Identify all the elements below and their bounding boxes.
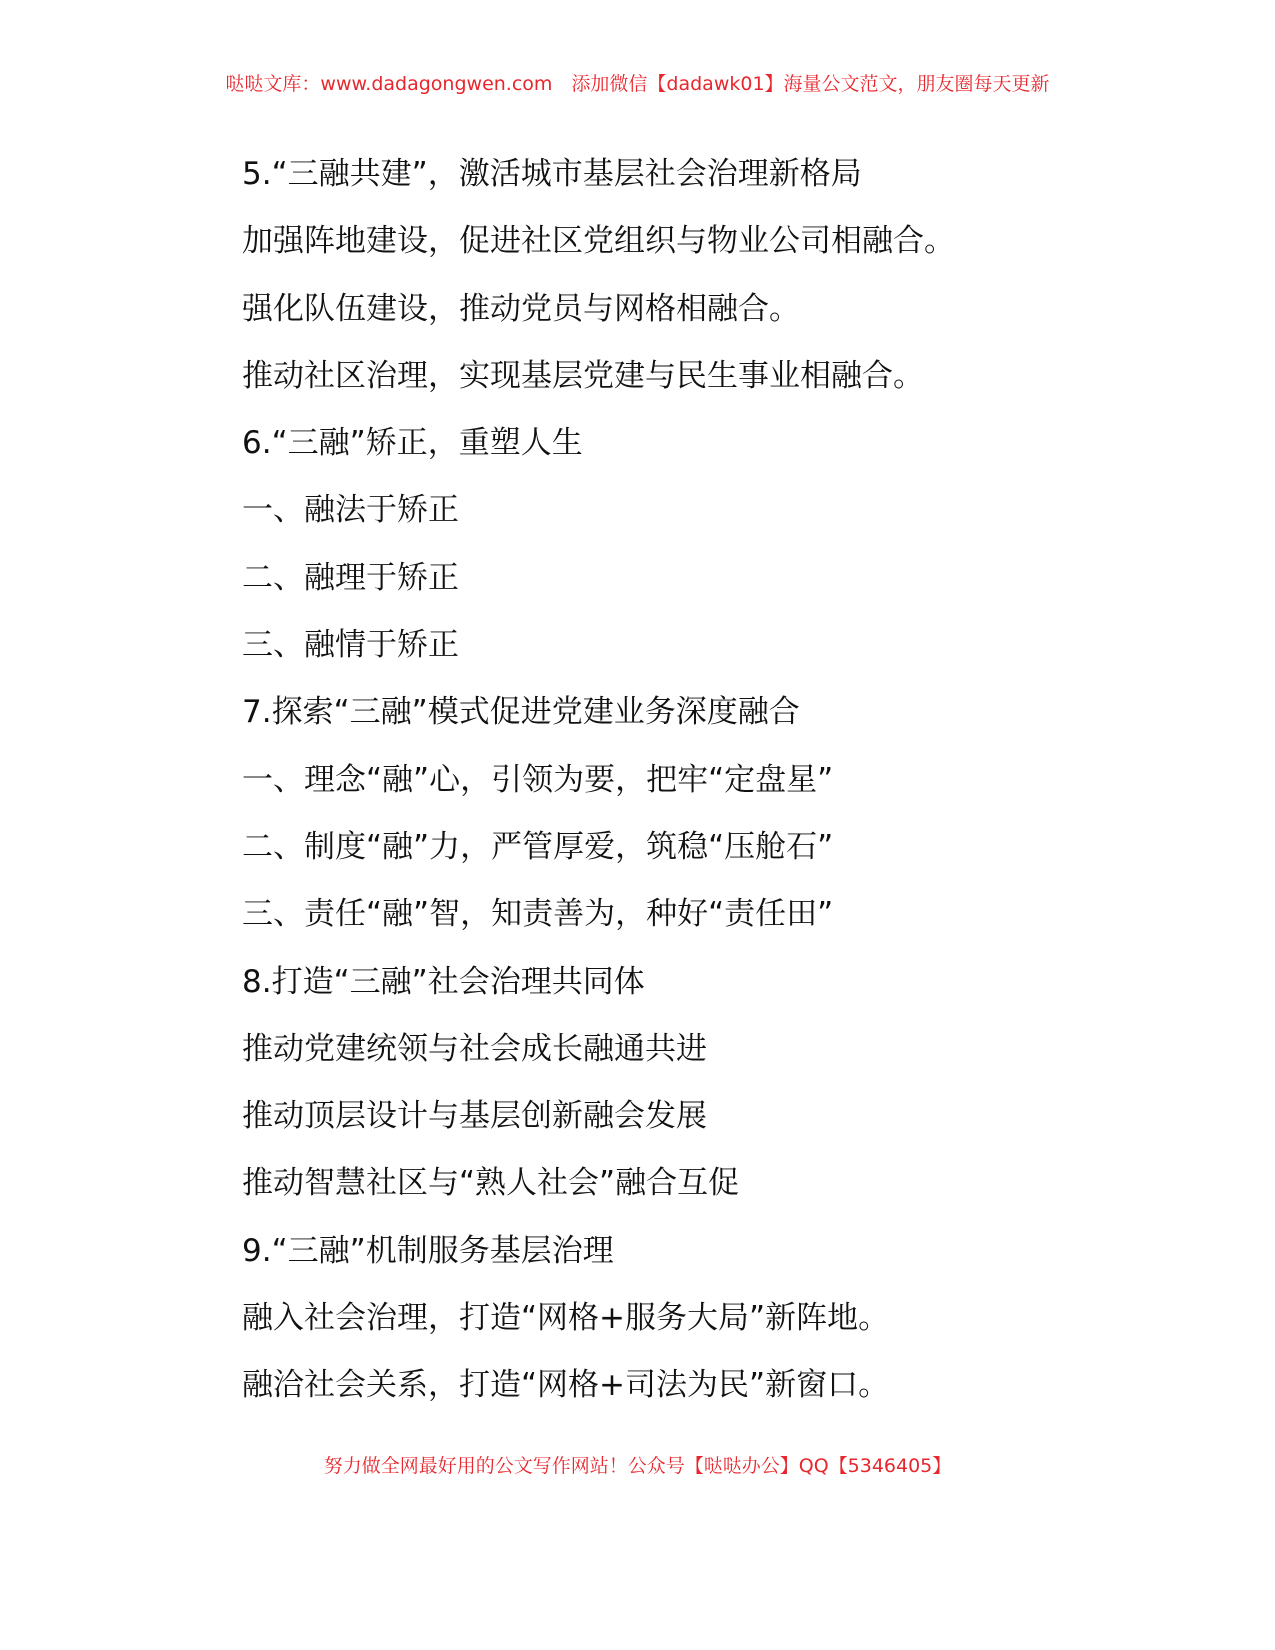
body-line: 推动党建统领与社会成长融通共进	[242, 1030, 707, 1067]
section-heading-8: 8.打造“三融”社会治理共同体	[242, 963, 645, 1000]
section-heading-9: 9.“三融”机制服务基层治理	[242, 1232, 614, 1269]
body-line: 推动顶层设计与基层创新融会发展	[242, 1098, 707, 1135]
body-line: 推动智慧社区与“熟人社会”融合互促	[242, 1165, 740, 1202]
body-line: 一、融法于矫正	[242, 492, 459, 529]
section-heading-6: 6.“三融”矫正，重塑人生	[242, 425, 583, 462]
body-line: 三、融情于矫正	[242, 627, 459, 664]
body-line: 加强阵地建设，促进社区党组织与物业公司相融合。	[242, 223, 955, 260]
section-heading-7: 7.探索“三融”模式促进党建业务深度融合	[242, 694, 800, 731]
footer-watermark: 努力做全网最好用的公文写作网站！公众号【哒哒办公】QQ【5346405】	[323, 1455, 952, 1477]
body-line: 二、融理于矫正	[242, 559, 459, 596]
section-heading-5: 5.“三融共建”，激活城市基层社会治理新格局	[242, 156, 862, 192]
body-line: 二、制度“融”力，严管厚爱，筑稳“压舱石”	[242, 828, 834, 865]
body-line: 三、责任“融”智，知责善为，种好“责任田”	[242, 896, 834, 933]
body-line: 推动社区治理，实现基层党建与民生事业相融合。	[242, 357, 924, 394]
body-line: 融入社会治理，打造“网格+服务大局”新阵地。	[242, 1300, 890, 1337]
body-line: 强化队伍建设，推动党员与网格相融合。	[242, 290, 800, 327]
document-body	[242, 150, 1042, 1429]
header-watermark: 哒哒文库：www.dadagongwen.com 添加微信【dadawk01】海量公文范文，朋友圈每天更新	[225, 73, 1050, 95]
body-line: 一、理念“融”心，引领为要，把牢“定盘星”	[242, 761, 834, 798]
body-line: 融洽社会关系，打造“网格+司法为民”新窗口。	[242, 1367, 890, 1404]
